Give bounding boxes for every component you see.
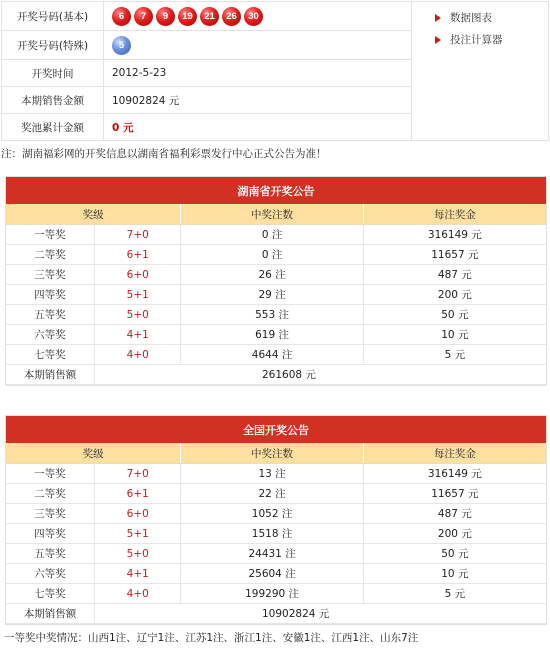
prize-amount: 5 元 — [444, 349, 466, 361]
side-links — [411, 1, 549, 141]
draw-date-label: 开奖时间 — [2, 60, 104, 86]
draw-date-value: 2012-5-23 — [112, 67, 167, 79]
first-prize-distribution: 一等奖中奖情况：山西1注、辽宁1注、江苏1注、浙江1注、安徽1注、江西1注、山东7注 — [4, 632, 419, 644]
draw-info-table — [1, 1, 412, 141]
prize-level: 五等奖 — [6, 305, 95, 324]
prize-level: 四等奖 — [6, 524, 95, 543]
header-level: 奖级 — [6, 443, 181, 463]
prize-level: 一等奖 — [6, 225, 95, 244]
hunan-sales-label: 本期销售额 — [6, 365, 95, 384]
prize-row — [6, 544, 546, 564]
prize-level: 六等奖 — [6, 564, 95, 583]
bet-calculator-link-label: 投注计算器 — [450, 34, 503, 46]
prize-count: 4644 注 — [181, 345, 363, 364]
header-prize: 每注奖金 — [433, 447, 476, 460]
prize-row — [6, 225, 546, 245]
prize-row — [6, 584, 546, 604]
jackpot-label: 奖池累计金额 — [2, 114, 104, 141]
prize-amount: 11657 元 — [431, 488, 479, 500]
prize-row — [6, 265, 546, 285]
prize-match: 4+0 — [95, 584, 182, 603]
prize-match: 6+0 — [95, 504, 182, 523]
prize-row — [6, 325, 546, 345]
basic-numbers-label: 开奖号码(基本) — [2, 2, 104, 30]
prize-match: 6+0 — [95, 265, 182, 284]
national-announcement — [5, 415, 547, 625]
prize-amount: 5 元 — [444, 588, 466, 600]
prize-match: 7+0 — [95, 225, 182, 244]
prize-amount: 487 元 — [437, 269, 472, 281]
special-number-label: 开奖号码(特殊) — [2, 31, 104, 59]
prize-row — [6, 245, 546, 265]
basic-ball: 21 — [200, 7, 219, 26]
prize-amount: 50 元 — [441, 309, 469, 321]
prize-count: 24431 注 — [181, 544, 363, 563]
prize-count: 26 注 — [181, 265, 363, 284]
prize-count: 0 注 — [181, 245, 363, 264]
national-sales-value: 10902824 元 — [262, 608, 330, 620]
basic-numbers-balls — [104, 2, 266, 30]
prize-amount: 316149 元 — [427, 468, 482, 480]
hunan-rows — [6, 225, 546, 365]
national-title: 全国开奖公告 — [6, 416, 546, 443]
prize-count: 22 注 — [181, 484, 363, 503]
prize-level: 五等奖 — [6, 544, 95, 563]
jackpot-value: 0 元 — [112, 122, 134, 134]
arrow-right-icon — [435, 14, 441, 22]
prize-level: 六等奖 — [6, 325, 95, 344]
prize-row — [6, 564, 546, 584]
prize-count: 199290 注 — [181, 584, 363, 603]
prize-row — [6, 285, 546, 305]
special-number-balls — [104, 31, 134, 59]
hunan-sales-row — [6, 365, 546, 385]
sales-label: 本期销售金额 — [2, 87, 104, 113]
prize-level: 七等奖 — [6, 584, 95, 603]
data-chart-link-label: 数据图表 — [450, 12, 492, 24]
basic-ball: 9 — [156, 7, 175, 26]
prize-match: 5+1 — [95, 524, 182, 543]
basic-ball: 19 — [178, 7, 197, 26]
prize-row — [6, 504, 546, 524]
sales-row — [2, 87, 411, 114]
prize-count: 25604 注 — [181, 564, 363, 583]
prize-count: 13 注 — [181, 464, 363, 483]
prize-amount: 10 元 — [441, 568, 469, 580]
prize-row — [6, 524, 546, 544]
prize-count: 1052 注 — [181, 504, 363, 523]
prize-count: 553 注 — [181, 305, 363, 324]
prize-match: 5+1 — [95, 285, 182, 304]
prize-match: 5+0 — [95, 305, 182, 324]
prize-amount: 316149 元 — [427, 229, 482, 241]
prize-amount: 50 元 — [441, 548, 469, 560]
national-sales-label: 本期销售额 — [6, 604, 95, 623]
basic-ball: 30 — [244, 7, 263, 26]
sales-value: 10902824 元 — [112, 94, 180, 107]
prize-count: 29 注 — [181, 285, 363, 304]
header-count: 中奖注数 — [181, 443, 363, 463]
prize-amount: 10 元 — [441, 329, 469, 341]
header-level: 奖级 — [6, 204, 181, 224]
prize-match: 5+0 — [95, 544, 182, 563]
hunan-sales-value: 261608 元 — [262, 369, 316, 381]
bet-calculator-link[interactable] — [435, 32, 503, 47]
prize-level: 二等奖 — [6, 245, 95, 264]
prize-row — [6, 305, 546, 325]
prize-level: 三等奖 — [6, 265, 95, 284]
prize-match: 4+1 — [95, 325, 182, 344]
draw-date-row — [2, 60, 411, 87]
prize-count: 0 注 — [181, 225, 363, 244]
basic-ball: 26 — [222, 7, 241, 26]
header-prize: 每注奖金 — [433, 208, 476, 221]
disclaimer-note: 注：湖南福彩网的开奖信息以湖南省福利彩票发行中心正式公告为准！ — [1, 148, 327, 160]
prize-level: 二等奖 — [6, 484, 95, 503]
prize-amount: 200 元 — [437, 528, 472, 540]
basic-ball: 6 — [112, 7, 131, 26]
hunan-announcement — [5, 176, 547, 386]
prize-level: 三等奖 — [6, 504, 95, 523]
prize-amount: 11657 元 — [431, 249, 479, 261]
prize-amount: 200 元 — [437, 289, 472, 301]
prize-count: 619 注 — [181, 325, 363, 344]
special-number-row — [2, 31, 411, 60]
arrow-right-icon — [435, 36, 441, 44]
national-sales-row — [6, 604, 546, 624]
hunan-header — [6, 204, 546, 225]
basic-ball: 7 — [134, 7, 153, 26]
prize-match: 6+1 — [95, 245, 182, 264]
national-rows — [6, 464, 546, 604]
prize-amount: 487 元 — [437, 508, 472, 520]
prize-level: 四等奖 — [6, 285, 95, 304]
data-chart-link[interactable] — [435, 10, 492, 25]
prize-row — [6, 345, 546, 365]
special-ball: 5 — [112, 36, 131, 55]
prize-count: 1518 注 — [181, 524, 363, 543]
prize-match: 6+1 — [95, 484, 182, 503]
basic-numbers-row — [2, 2, 411, 31]
prize-row — [6, 464, 546, 484]
jackpot-row — [2, 114, 411, 141]
prize-match: 4+0 — [95, 345, 182, 364]
prize-match: 4+1 — [95, 564, 182, 583]
prize-level: 七等奖 — [6, 345, 95, 364]
national-header — [6, 443, 546, 464]
hunan-title: 湖南省开奖公告 — [6, 177, 546, 204]
prize-level: 一等奖 — [6, 464, 95, 483]
prize-match: 7+0 — [95, 464, 182, 483]
header-count: 中奖注数 — [181, 204, 363, 224]
prize-row — [6, 484, 546, 504]
